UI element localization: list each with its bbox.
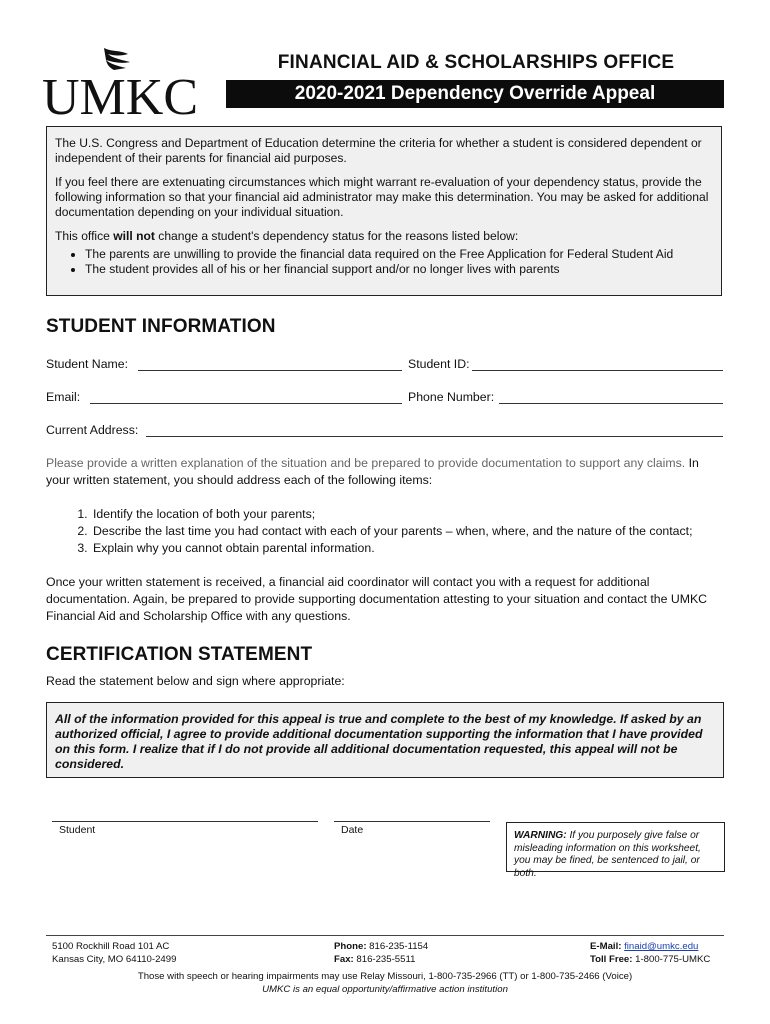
date-label: Date: [341, 824, 364, 836]
address-label: Current Address:: [46, 423, 139, 437]
warning-box: WARNING: If you purposely give false or misleading information on this worksheet, you may be fined, be sentenced to jail, or both.: [506, 822, 725, 872]
phone-field[interactable]: [499, 389, 723, 404]
footer-address: 5100 Rockhill Road 101 AC Kansas City, MO 64110-2499: [52, 941, 177, 965]
footer-email-tollfree: E-Mail: finaid@umkc.edu Toll Free: 1-800-775-UMKC: [590, 941, 711, 965]
list-item: 2. Describe the last time you had contact with each of your parents – when, where, and the nature of the contact;: [91, 523, 770, 540]
instructions-closing: Once your written statement is received, a financial aid coordinator will contact you with a request for additional documentation. Again, be prepared to provide supporting documentation attesting to your situation and contact the UMKC Financial Aid and Scholarship Office with any questions.: [46, 575, 708, 623]
intro-paragraph-2: If you feel there are extenuating circumstances which might warrant re-evaluation of your dependency status, provide the following information so that your financial aid administrator may make this determination. You may be asked for additional documentation depending on your individual situation.: [55, 175, 709, 219]
certification-statement: All of the information provided for this appeal is true and complete to the best of my knowledge. If asked by an authorized official, I agree to provide additional documentation supporting the information that I have provided on this form. I realize that if I do not provide all additional documentation requested, this appeal will not be considered.: [46, 702, 724, 778]
footer-phone-fax: Phone: 816-235-1154 Fax: 816-235-5511: [334, 941, 429, 965]
address-field[interactable]: [146, 422, 723, 437]
exclusion-list: [55, 247, 712, 277]
umkc-logo: [42, 46, 202, 118]
student-name-label: Student Name:: [46, 357, 129, 371]
list-item: • The student provides all of his or her financial support and/or no longer lives with parents: [85, 262, 712, 277]
intro-paragraph-3: This office will not change a student's dependency status for the reasons listed below:: [55, 229, 519, 243]
logo-text: UMKC: [42, 69, 198, 118]
form-title: 2020-2021 Dependency Override Appeal: [226, 80, 724, 108]
list-item: 3. Explain why you cannot obtain parental information.: [91, 540, 770, 557]
date-signature-line[interactable]: [334, 821, 490, 822]
eeo-statement: UMKC is an equal opportunity/affirmative action institution: [262, 984, 508, 995]
relay-notice: Those with speech or hearing impairments may use Relay Missouri, 1-800-735-2966 (TT) or 1-800-735-2466 (Voice): [137, 971, 633, 982]
office-title: FINANCIAL AID & SCHOLARSHIPS OFFICE: [277, 52, 675, 73]
email-link[interactable]: finaid@umkc.edu: [624, 941, 699, 952]
student-id-label: Student ID:: [408, 357, 470, 371]
student-name-field[interactable]: [138, 356, 402, 371]
list-item: • The parents are unwilling to provide the financial data required on the Free Application for Federal Student Aid: [85, 247, 712, 262]
intro-paragraph-1: The U.S. Congress and Department of Education determine the criteria for whether a student is considered dependent or independent of their parents for financial aid purposes.: [55, 136, 702, 165]
instructions-intro: Please provide a written explanation of the situation and be prepared to provide documentation to support any claims. In your written statement, you should address each of the following items:: [46, 456, 699, 487]
certification-heading: CERTIFICATION STATEMENT: [46, 644, 313, 665]
email-label: Email:: [46, 390, 81, 404]
email-field[interactable]: [90, 389, 402, 404]
statement-items-list: [46, 506, 770, 557]
student-signature-label: Student: [59, 824, 96, 836]
footer-divider: [46, 935, 724, 936]
phone-label: Phone Number:: [408, 390, 495, 404]
certification-instruction: Read the statement below and sign where appropriate:: [46, 674, 345, 688]
list-item: 1. Identify the location of both your parents;: [91, 506, 770, 523]
student-info-heading: STUDENT INFORMATION: [46, 316, 276, 337]
student-signature-line[interactable]: [52, 821, 318, 822]
student-id-field[interactable]: [472, 356, 723, 371]
intro-box: [46, 126, 722, 296]
